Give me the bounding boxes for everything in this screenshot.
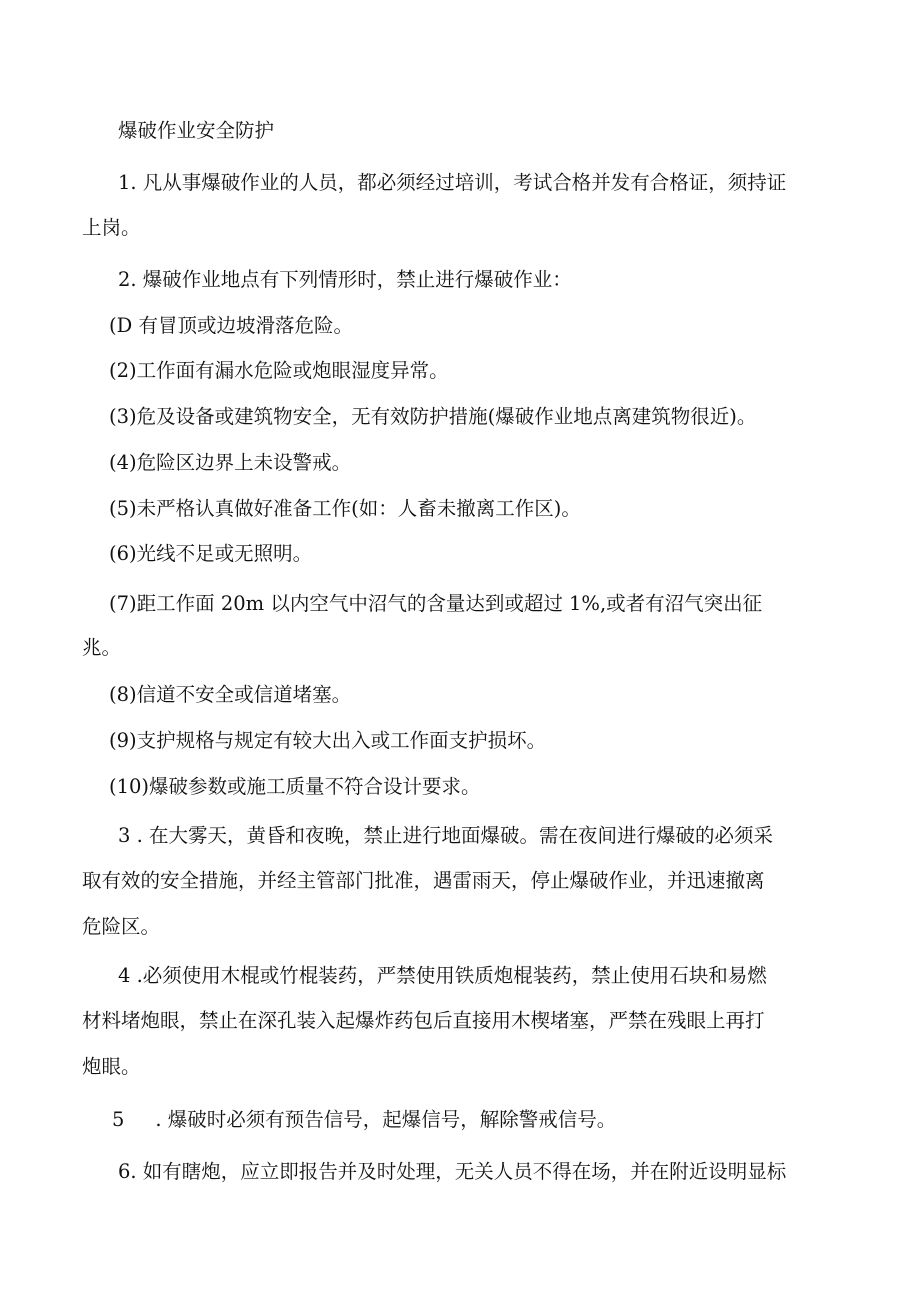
paragraph-3-line-3: 危险区。 [82,915,161,938]
paragraph-2: 2. 爆破作业地点有下列情形时，禁止进行爆破作业： [118,268,572,291]
paragraph-3-line-1: 3 . 在大雾天，黄昏和夜晚，禁止进行地面爆破。需在夜间进行爆破的必须采 [118,824,774,847]
list-item-2: (2)工作面有漏水危险或炮眼湿度异常。 [109,359,449,382]
list-item-4: (4)危险区边界上未设警戒。 [109,451,352,474]
list-item-8: (8)信道不安全或信道堵塞。 [109,683,352,706]
list-item-9: (9)支护规格与规定有较大出入或工作面支护损坏。 [109,729,547,752]
paragraph-4-line-1: 4 .必须使用木棍或竹棍装药，严禁使用铁质炮棍装药，禁止使用石块和易燃 [118,964,767,987]
paragraph-4-line-2: 材料堵炮眼，禁止在深孔装入起爆炸药包后直接用木楔堵塞，严禁在残眼上再打 [82,1009,765,1032]
paragraph-4-line-3: 炮眼。 [82,1055,141,1078]
list-item-6: (6)光线不足或无照明。 [109,542,313,565]
paragraph-6-line-1: 6. 如有瞎炮，应立即报告并及时处理，无关人员不得在场，并在附近设明显标 [118,1160,787,1183]
list-item-5: (5)未严格认真做好准备工作(如：人畜未撤离工作区)。 [109,497,581,520]
paragraph-3-line-2: 取有效的安全措施，并经主管部门批准，遇雷雨天，停止爆破作业，并迅速撤离 [82,869,765,892]
paragraph-1-line-1: 1. 凡从事爆破作业的人员，都必须经过培训，考试合格并发有合格证，须持证 [118,171,787,194]
paragraph-1-line-2: 上岗。 [82,216,141,239]
paragraph-5: 5 . 爆破时必须有预告信号，起爆信号，解除警戒信号。 [112,1108,617,1131]
document-title: 爆破作业安全防护 [118,119,275,142]
list-item-10: (10)爆破参数或施工质量不符合设计要求。 [109,775,481,798]
list-item-7-line-1: (7)距工作面 20m 以内空气中沼气的含量达到或超过 1%,或者有沼气突出征 [109,592,763,615]
list-item-1: (D 有冒顶或边坡滑落危险。 [109,314,353,337]
list-item-3: (3)危及设备或建筑物安全，无有效防护措施(爆破作业地点离建筑物很近)。 [109,405,757,428]
list-item-7-line-2: 兆。 [82,636,122,659]
